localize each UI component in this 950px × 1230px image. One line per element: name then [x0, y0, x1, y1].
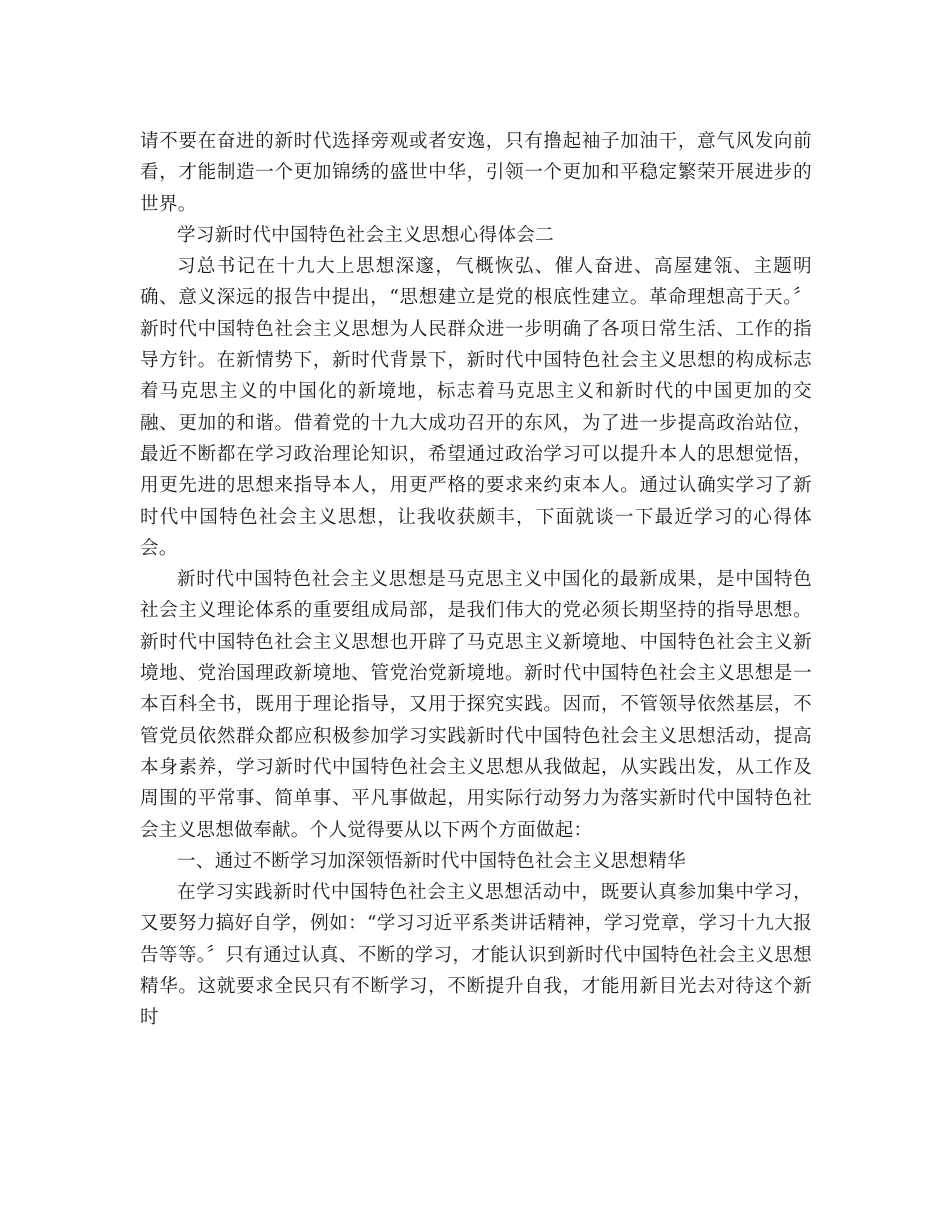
- section-heading: 学习新时代中国特色社会主义思想心得体会二: [177, 224, 555, 246]
- paragraph-continuation: 请不要在奋进的新时代选择旁观或者安逸，只有撸起袖子加油干，意气风发向前看，才能制造一个更加锦绣的盛世中华，引领一个更加和平稳定繁荣开展进步的世界。: [140, 131, 812, 215]
- subsection-heading: 一、通过不断学习加深领悟新时代中国特色社会主义思想精华: [177, 850, 686, 872]
- paragraph: 在学习实践新时代中国特色社会主义思想活动中，既要认真参加集中学习，又要努力搞好自学，例如：“学习习近平系类讲话精神，学习党章，学习十九大报告等等。〞只有通过认真、不断的学习，才能认识到新时代中国特色社会主义思想精华。这就要求全民只有不断学习，不断提升自我，才能用新目光去对待这个新时: [140, 882, 812, 1029]
- paragraph: 新时代中国特色社会主义思想是马克思主义中国化的最新成果，是中国特色社会主义理论体系的重要组成局部，是我们伟大的党必须长期坚持的指导思想。新时代中国特色社会主义思想也开辟了马克思主义新境地、中国特色社会主义新境地、党治国理政新境地、管党治党新境地。新时代中国特色社会主义思想是一本百科全书，既用于理论指导，又用于探究实践。因而，不管领导依然基层，不管党员依然群众都应积极参加学习实践新时代中国特色社会主义思想活动，提高本身素养，学习新时代中国特色社会主义思想从我做起，从实践出发，从工作及周围的平常事、简单事、平凡事做起，用实际行动努力为落实新时代中国特色社会主义思想做奉献。个人觉得要从以下两个方面做起：: [140, 569, 812, 841]
- paragraph: 习总书记在十九大上思想深邃，气概恢弘、催人奋进、高屋建瓴、主题明确、意义深远的报告中提出，“思想建立是党的根底性建立。革命理想高于天。〞新时代中国特色社会主义思想为人民群众进一步明确了各项日常生活、工作的指导方针。在新情势下，新时代背景下，新时代中国特色社会主义思想的构成标志着马克思主义的中国化的新境地，标志着马克思主义和新时代的中国更加的交融、更加的和谐。借着党的十九大成功召开的东风，为了进一步提高政治站位，最近不断都在学习政治理论知识，希望通过政治学习可以提升本人的思想觉悟，用更先进的思想来指导本人，用更严格的要求来约束本人。通过认确实学习了新时代中国特色社会主义思想，让我收获颇丰，下面就谈一下最近学习的心得体会。: [140, 256, 812, 559]
- document-body: [140, 126, 812, 1034]
